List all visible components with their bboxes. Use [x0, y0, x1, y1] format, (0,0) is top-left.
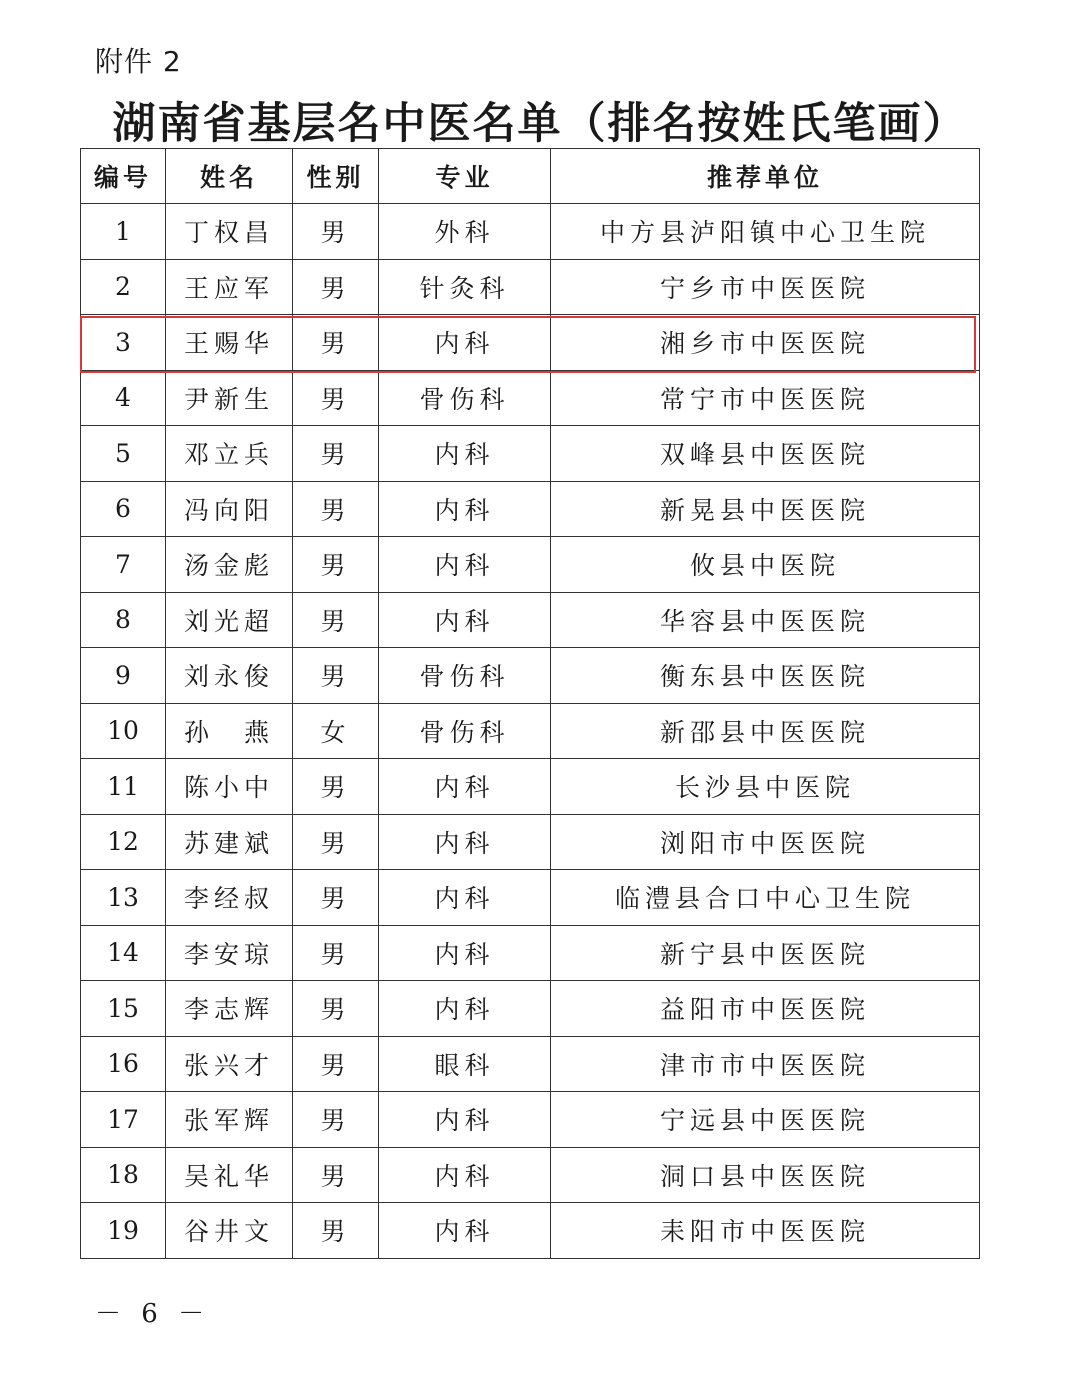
cell-gender: 男: [293, 315, 379, 371]
cell-number: 12: [81, 814, 166, 870]
cell-unit: 湘乡市中医医院: [551, 315, 980, 371]
header-number: 编号: [81, 149, 166, 204]
cell-number: 10: [81, 703, 166, 759]
cell-specialty: 骨伤科: [379, 648, 551, 704]
cell-specialty: 内科: [379, 481, 551, 537]
cell-specialty: 内科: [379, 1203, 551, 1259]
cell-specialty: 内科: [379, 870, 551, 926]
cell-specialty: 骨伤科: [379, 703, 551, 759]
cell-specialty: 内科: [379, 981, 551, 1037]
cell-specialty: 内科: [379, 315, 551, 371]
cell-gender: 男: [293, 648, 379, 704]
cell-specialty: 内科: [379, 537, 551, 593]
cell-specialty: 内科: [379, 925, 551, 981]
cell-gender: 女: [293, 703, 379, 759]
cell-name: 邓立兵: [166, 426, 293, 482]
cell-name: 谷井文: [166, 1203, 293, 1259]
cell-name: 丁权昌: [166, 204, 293, 260]
cell-unit: 浏阳市中医医院: [551, 814, 980, 870]
cell-number: 18: [81, 1147, 166, 1203]
cell-unit: 宁远县中医医院: [551, 1092, 980, 1148]
cell-specialty: 内科: [379, 592, 551, 648]
table-row: [81, 1147, 980, 1203]
cell-gender: 男: [293, 814, 379, 870]
table-row: [81, 481, 980, 537]
document-title: 湖南省基层名中医名单（排名按姓氏笔画）: [112, 99, 968, 149]
cell-unit: 长沙县中医院: [551, 759, 980, 815]
table-row: [81, 1092, 980, 1148]
cell-number: 8: [81, 592, 166, 648]
cell-gender: 男: [293, 1203, 379, 1259]
table-row: [81, 870, 980, 926]
table-header-row: [81, 149, 980, 204]
cell-specialty: 内科: [379, 814, 551, 870]
cell-number: 3: [81, 315, 166, 371]
cell-name: 张兴才: [166, 1036, 293, 1092]
cell-name: 尹新生: [166, 370, 293, 426]
cell-unit: 益阳市中医医院: [551, 981, 980, 1037]
cell-name: 苏建斌: [166, 814, 293, 870]
cell-gender: 男: [293, 537, 379, 593]
cell-name: 王应军: [166, 259, 293, 315]
cell-name: 王赐华: [166, 315, 293, 371]
cell-unit: 中方县泸阳镇中心卫生院: [551, 204, 980, 260]
cell-number: 7: [81, 537, 166, 593]
cell-specialty: 内科: [379, 1147, 551, 1203]
cell-gender: 男: [293, 481, 379, 537]
cell-specialty: 内科: [379, 1092, 551, 1148]
cell-unit: 临澧县合口中心卫生院: [551, 870, 980, 926]
cell-unit: 新邵县中医医院: [551, 703, 980, 759]
cell-unit: 攸县中医院: [551, 537, 980, 593]
table-row: [81, 1036, 980, 1092]
cell-unit: 耒阳市中医医院: [551, 1203, 980, 1259]
cell-gender: 男: [293, 1092, 379, 1148]
cell-unit: 华容县中医医院: [551, 592, 980, 648]
table-row: [81, 925, 980, 981]
cell-number: 15: [81, 981, 166, 1037]
table-row: [81, 814, 980, 870]
table-row: [81, 1203, 980, 1259]
cell-gender: 男: [293, 1147, 379, 1203]
cell-gender: 男: [293, 426, 379, 482]
header-name: 姓名: [166, 149, 293, 204]
cell-gender: 男: [293, 204, 379, 260]
attachment-label: 附件 2: [95, 45, 182, 78]
cell-number: 2: [81, 259, 166, 315]
cell-number: 19: [81, 1203, 166, 1259]
table-row: [81, 648, 980, 704]
cell-gender: 男: [293, 759, 379, 815]
cell-name: 刘光超: [166, 592, 293, 648]
cell-gender: 男: [293, 925, 379, 981]
cell-gender: 男: [293, 1036, 379, 1092]
cell-number: 16: [81, 1036, 166, 1092]
cell-name: 孙 燕: [166, 703, 293, 759]
cell-specialty: 外科: [379, 204, 551, 260]
cell-gender: 男: [293, 259, 379, 315]
cell-number: 17: [81, 1092, 166, 1148]
table-row: [81, 759, 980, 815]
header-specialty: 专业: [379, 149, 551, 204]
cell-unit: 双峰县中医医院: [551, 426, 980, 482]
cell-unit: 津市市中医医院: [551, 1036, 980, 1092]
physician-list-table: [80, 148, 980, 1259]
cell-number: 11: [81, 759, 166, 815]
table-row: [81, 592, 980, 648]
cell-gender: 男: [293, 592, 379, 648]
cell-number: 6: [81, 481, 166, 537]
cell-specialty: 骨伤科: [379, 370, 551, 426]
cell-number: 13: [81, 870, 166, 926]
cell-gender: 男: [293, 870, 379, 926]
cell-number: 1: [81, 204, 166, 260]
table-row: [81, 537, 980, 593]
cell-unit: 宁乡市中医医院: [551, 259, 980, 315]
cell-gender: 男: [293, 370, 379, 426]
cell-unit: 常宁市中医医院: [551, 370, 980, 426]
header-recommending-unit: 推荐单位: [551, 149, 980, 204]
table-row: [81, 259, 980, 315]
cell-name: 刘永俊: [166, 648, 293, 704]
cell-specialty: 内科: [379, 426, 551, 482]
header-gender: 性别: [293, 149, 379, 204]
cell-number: 5: [81, 426, 166, 482]
cell-name: 李经叔: [166, 870, 293, 926]
table-row: [81, 315, 980, 371]
cell-name: 张军辉: [166, 1092, 293, 1148]
cell-gender: 男: [293, 981, 379, 1037]
cell-specialty: 眼科: [379, 1036, 551, 1092]
cell-name: 吴礼华: [166, 1147, 293, 1203]
table-row: [81, 981, 980, 1037]
cell-name: 汤金彪: [166, 537, 293, 593]
cell-name: 陈小中: [166, 759, 293, 815]
cell-number: 4: [81, 370, 166, 426]
cell-specialty: 内科: [379, 759, 551, 815]
cell-unit: 洞口县中医医院: [551, 1147, 980, 1203]
page-number: － 6 －: [95, 1299, 211, 1329]
cell-name: 冯向阳: [166, 481, 293, 537]
table-row: [81, 204, 980, 260]
cell-name: 李志辉: [166, 981, 293, 1037]
table-row: [81, 426, 980, 482]
cell-specialty: 针灸科: [379, 259, 551, 315]
table-row: [81, 370, 980, 426]
cell-unit: 衡东县中医医院: [551, 648, 980, 704]
cell-number: 14: [81, 925, 166, 981]
cell-name: 李安琼: [166, 925, 293, 981]
table-row: [81, 703, 980, 759]
table-body: [81, 204, 980, 1259]
cell-unit: 新宁县中医医院: [551, 925, 980, 981]
cell-number: 9: [81, 648, 166, 704]
cell-unit: 新晃县中医医院: [551, 481, 980, 537]
